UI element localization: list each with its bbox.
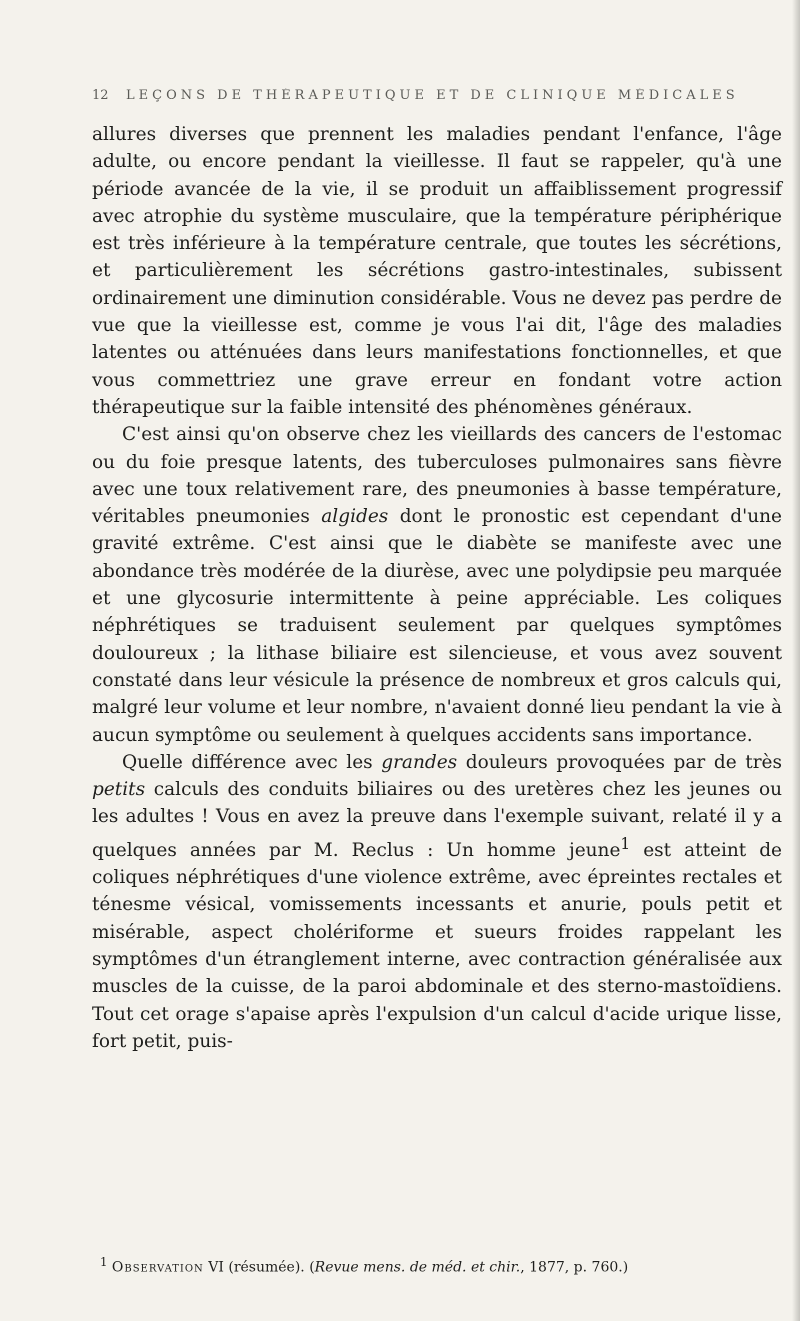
running-title: LEÇONS DE THÉRAPEUTIQUE ET DE CLINIQUE MÉDICALES [126, 88, 739, 103]
paragraph-3-text-d: est atteint de coliques néphrétiques d'une violence extrême, avec épreintes rectales et ténesme vésical, vomissements incessants et anurie, pouls petit et misérable, aspect cholériforme et sueurs froides rappelant les symptômes d'un étranglement interne, avec contraction généralisée aux muscles de la cuisse, de la paroi abdominale et des sterno-mastoïdiens. Tout cet orage s'apaise après l'expulsion d'un calcul d'acide urique lisse, fort petit, puis- [92, 839, 782, 1052]
paragraph-2-text-a: C'est ainsi qu'on observe chez les vieillards des cancers de l'estomac ou du foie presque latents, des tuberculoses pulmonaires sans fièvre avec une toux relativement rare, des pneumonies à basse température, véritables pneumonies [92, 424, 782, 528]
page-edge-shadow [792, 0, 800, 1321]
footnote-label: Observation [111, 1259, 204, 1276]
italic-petits: petits [92, 779, 146, 801]
italic-algides: algides [321, 506, 389, 528]
paragraph-2 [92, 421, 782, 749]
footnote-journal: Revue mens. de méd. et chir. [314, 1259, 521, 1276]
body-text [92, 121, 782, 1055]
paragraph-3 [92, 749, 782, 1055]
paragraph-2-text-b: dont le pronostic est cependant d'une gravité extrême. C'est ainsi que le diabète se manifeste avec une abondance très modérée de la diurèse, avec une polydipsie peu marquée et une glycosurie intermittente à peine appréciable. Les coliques néphrétiques se traduisent seulement par quelques symptômes douloureux ; la lithase biliaire est silencieuse, et vous avez souvent constaté dans leur vésicule la présence de nombreux et gros calculs qui, malgré leur volume et leur nombre, n'avaient donné lieu pendant la vie à aucun symptôme ou seulement à quelques accidents sans importance. [92, 506, 782, 746]
footnote-marker: 1 [100, 1255, 108, 1269]
paragraph-1 [92, 121, 782, 421]
page-number: 12 [92, 88, 109, 103]
footnote [100, 1252, 780, 1278]
paragraph-3-text-c: calculs des conduits biliaires ou des uretères chez les jeunes ou les adultes ! Vous en avez la preuve dans l'exemple suivant, relaté il y a quelques années par M. Reclus : Un homme jeune [92, 779, 782, 861]
paragraph-1-text: allures diverses que prennent les maladies pendant l'enfance, l'âge adulte, ou encore pendant la vieillesse. Il faut se rappeler, qu'à une période avancée de la vie, il se produit un affaiblissement progressif avec atrophie du système musculaire, que la température périphérique est très inférieure à la température centrale, que toutes les sécrétions, et particulièrement les sécrétions gastro-intestinales, subissent ordinairement une diminution considérable. Vous ne devez pas perdre de vue que la vieillesse est, comme je vous l'ai dit, l'âge des maladies latentes ou atténuées dans leurs manifestations fonctionnelles, et que vous commettriez une grave erreur en fondant votre action thérapeutique sur la faible intensité des phénomènes généraux. [92, 124, 782, 418]
paragraph-3-text-a: Quelle différence avec les [122, 751, 382, 773]
footnote-reference[interactable]: 1 [620, 834, 631, 853]
paragraph-3-text-b: douleurs provoquées par de très [457, 751, 782, 773]
italic-grandes: grandes [381, 751, 458, 773]
running-header [92, 88, 772, 114]
footnote-text-b: , 1877, p. 760.) [520, 1259, 629, 1276]
footnote-text-a: VI (résumée). ( [203, 1259, 315, 1276]
